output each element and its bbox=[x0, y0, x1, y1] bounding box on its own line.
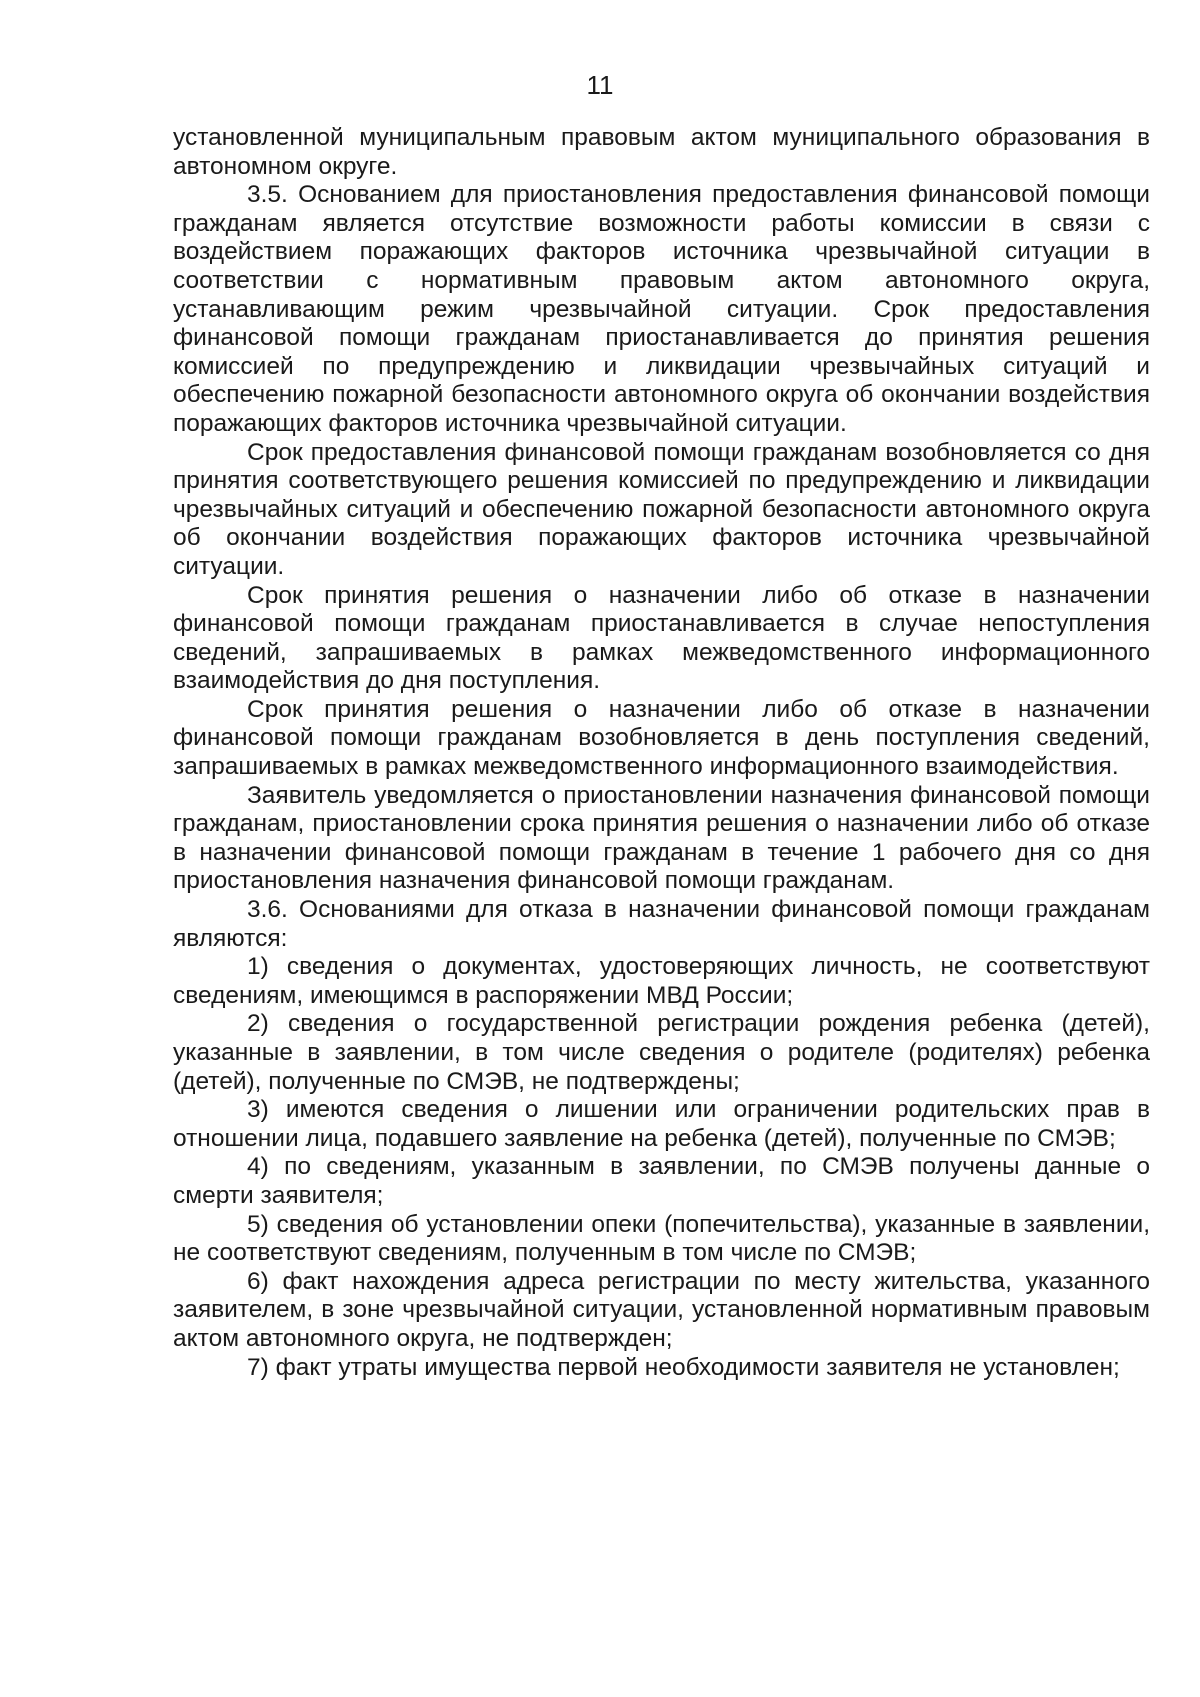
list-item-6: 6) факт нахождения адреса регистрации по месту жительства, указанного заявителем, в зоне чрезвычайной ситуации, установленной нормативным правовым актом автономного округа, не подтвержден; bbox=[173, 1267, 1150, 1352]
paragraph-3-6: 3.6. Основаниями для отказа в назначении финансовой помощи гражданам являются: bbox=[173, 896, 1150, 952]
paragraph-3-5: 3.5. Основанием для приостановления предоставления финансовой помощи гражданам является отсутствие возможности работы комиссии в связи с воздействием поражающих факторов источника чрезвычайной ситуации в соответствии с нормативным правовым актом автономного округа, устанавливающим режим чрезвычайной ситуации. Срок предоставления финансовой помощи гражданам приостанавливается до принятия решения комиссией по предупреждению и ликвидации чрезвычайных ситуаций и обеспечению пожарной безопасности автономного округа об окончании воздействия поражающих факторов источника чрезвычайной ситуации. bbox=[173, 181, 1150, 437]
list-item-4: 4) по сведениям, указанным в заявлении, по СМЭВ получены данные о смерти заявителя; bbox=[173, 1153, 1150, 1209]
list-item-3: 3) имеются сведения о лишении или ограничении родительских прав в отношении лица, подавшего заявление на ребенка (детей), полученные по СМЭВ; bbox=[173, 1096, 1150, 1152]
list-item-5: 5) сведения об установлении опеки (попечительства), указанные в заявлении, не соответствуют сведениям, полученным в том числе по СМЭВ; bbox=[173, 1210, 1150, 1267]
list-item-2: 2) сведения о государственной регистрации рождения ребенка (детей), указанные в заявлении, в том числе сведения о родителе (родителях) ребенка (детей), полученные по СМЭВ, не подтверждены; bbox=[173, 1010, 1150, 1095]
list-item-1: 1) сведения о документах, удостоверяющих личность, не соответствуют сведениям, имеющимся в распоряжении МВД России; bbox=[173, 953, 1150, 1009]
paragraph-decision-resume: Срок принятия решения о назначении либо об отказе в назначении финансовой помощи гражданам возобновляется в день поступления сведений, запрашиваемых в рамках межведомственного информационного взаимодействия. bbox=[173, 695, 1150, 781]
paragraph-decision-suspend: Срок принятия решения о назначении либо об отказе в назначении финансовой помощи гражданам приостанавливается в случае непоступления сведений, запрашиваемых в рамках межведомственного информационного взаимодействия до дня поступления. bbox=[173, 581, 1150, 695]
paragraph-applicant-notice: Заявитель уведомляется о приостановлении назначения финансовой помощи гражданам, приостановлении срока принятия решения о назначении либо об отказе в назначении финансовой помощи гражданам в течение 1 рабочего дня со дня приостановления назначения финансовой помощи гражданам. bbox=[173, 781, 1150, 895]
list-item-7: 7) факт утраты имущества первой необходимости заявителя не установлен; bbox=[247, 1353, 1120, 1381]
page-number: 11 bbox=[586, 70, 614, 100]
document-body bbox=[173, 124, 1150, 1382]
paragraph-continuation: установленной муниципальным правовым актом муниципального образования в автономном округе. bbox=[173, 124, 1150, 180]
paragraph-resume-term: Срок предоставления финансовой помощи гражданам возобновляется со дня принятия соответствующего решения комиссией по предупреждению и ликвидации чрезвычайных ситуаций и обеспечению пожарной безопасности автономного округа об окончании воздействия поражающих факторов источника чрезвычайной ситуации. bbox=[173, 438, 1150, 580]
